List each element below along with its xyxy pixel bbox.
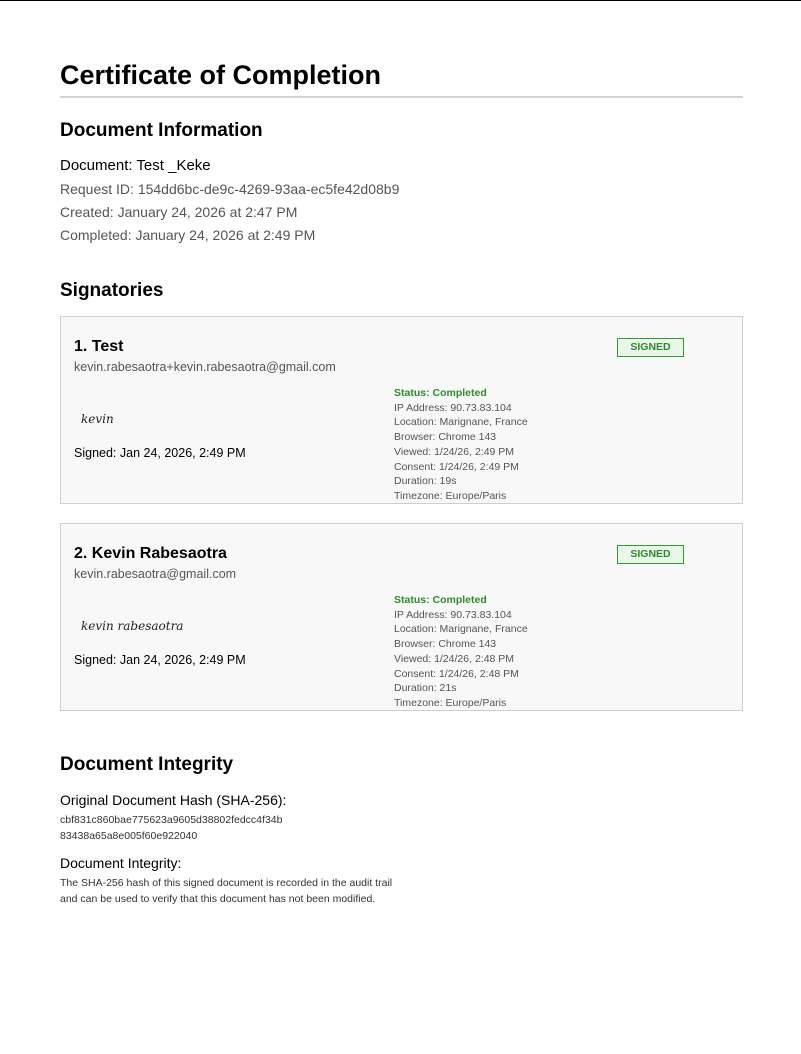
integrity-note-line-2: and can be used to verify that this document has not been modified.: [60, 893, 376, 905]
integrity-label: Document Integrity:: [60, 855, 182, 871]
request-id: Request ID: 154dd6bc-de9c-4269-93aa-ec5fe42d08b9: [60, 181, 400, 197]
status-text: Status: Completed: [394, 387, 487, 399]
signatory-name: 1. Test: [74, 338, 124, 355]
ip-address: IP Address: 90.73.83.104: [394, 608, 512, 621]
integrity-note-line-1: The SHA-256 hash of this signed document is recorded in the audit trail: [60, 877, 393, 889]
created-date: Created: January 24, 2026 at 2:47 PM: [60, 204, 298, 220]
page-title: Certificate of Completion: [60, 60, 382, 90]
signatory-name: 2. Kevin Rabesaotra: [74, 545, 227, 562]
consent-date: Consent: 1/24/26, 2:49 PM: [394, 460, 519, 473]
location: Location: Marignane, France: [394, 416, 528, 429]
top-border: [0, 0, 801, 1]
signatory-email: kevin.rabesaotra+kevin.rabesaotra@gmail.com: [74, 360, 336, 374]
viewed-date: Viewed: 1/24/26, 2:48 PM: [394, 652, 515, 665]
duration: Duration: 19s: [394, 475, 457, 488]
signature-image: kevin: [81, 412, 114, 426]
signatory-email: kevin.rabesaotra@gmail.com: [74, 567, 237, 581]
integrity-heading: Document Integrity: [60, 754, 234, 775]
document-name: Document: Test _Keke: [60, 157, 211, 174]
signatories-heading: Signatories: [60, 280, 164, 301]
signed-badge: SIGNED: [617, 545, 684, 564]
timezone: Timezone: Europe/Paris: [394, 489, 507, 502]
signatory-card: [60, 316, 743, 504]
location: Location: Marignane, France: [394, 623, 528, 636]
timezone: Timezone: Europe/Paris: [394, 696, 507, 709]
viewed-date: Viewed: 1/24/26, 2:49 PM: [394, 445, 515, 458]
hash-value-line-2: 83438a65a8e005f60e922040: [60, 830, 198, 842]
signed-date: Signed: Jan 24, 2026, 2:49 PM: [74, 653, 246, 667]
browser: Browser: Chrome 143: [394, 638, 497, 651]
duration: Duration: 21s: [394, 682, 457, 695]
audit-details: [394, 386, 528, 504]
browser: Browser: Chrome 143: [394, 431, 497, 444]
hash-label: Original Document Hash (SHA-256):: [60, 792, 287, 808]
title-divider: [60, 96, 743, 98]
signatory-card: [60, 523, 743, 711]
signed-date: Signed: Jan 24, 2026, 2:49 PM: [74, 446, 246, 460]
status-text: Status: Completed: [394, 594, 487, 606]
audit-details: [394, 593, 528, 711]
ip-address: IP Address: 90.73.83.104: [394, 401, 512, 414]
hash-value-line-1: cbf831c860bae775623a9605d38802fedcc4f34b: [60, 814, 283, 826]
signature-image: kevin rabesaotra: [81, 619, 184, 633]
document-info-heading: Document Information: [60, 120, 263, 141]
completed-date: Completed: January 24, 2026 at 2:49 PM: [60, 227, 316, 243]
signed-badge: SIGNED: [617, 338, 684, 357]
consent-date: Consent: 1/24/26, 2:48 PM: [394, 667, 519, 680]
